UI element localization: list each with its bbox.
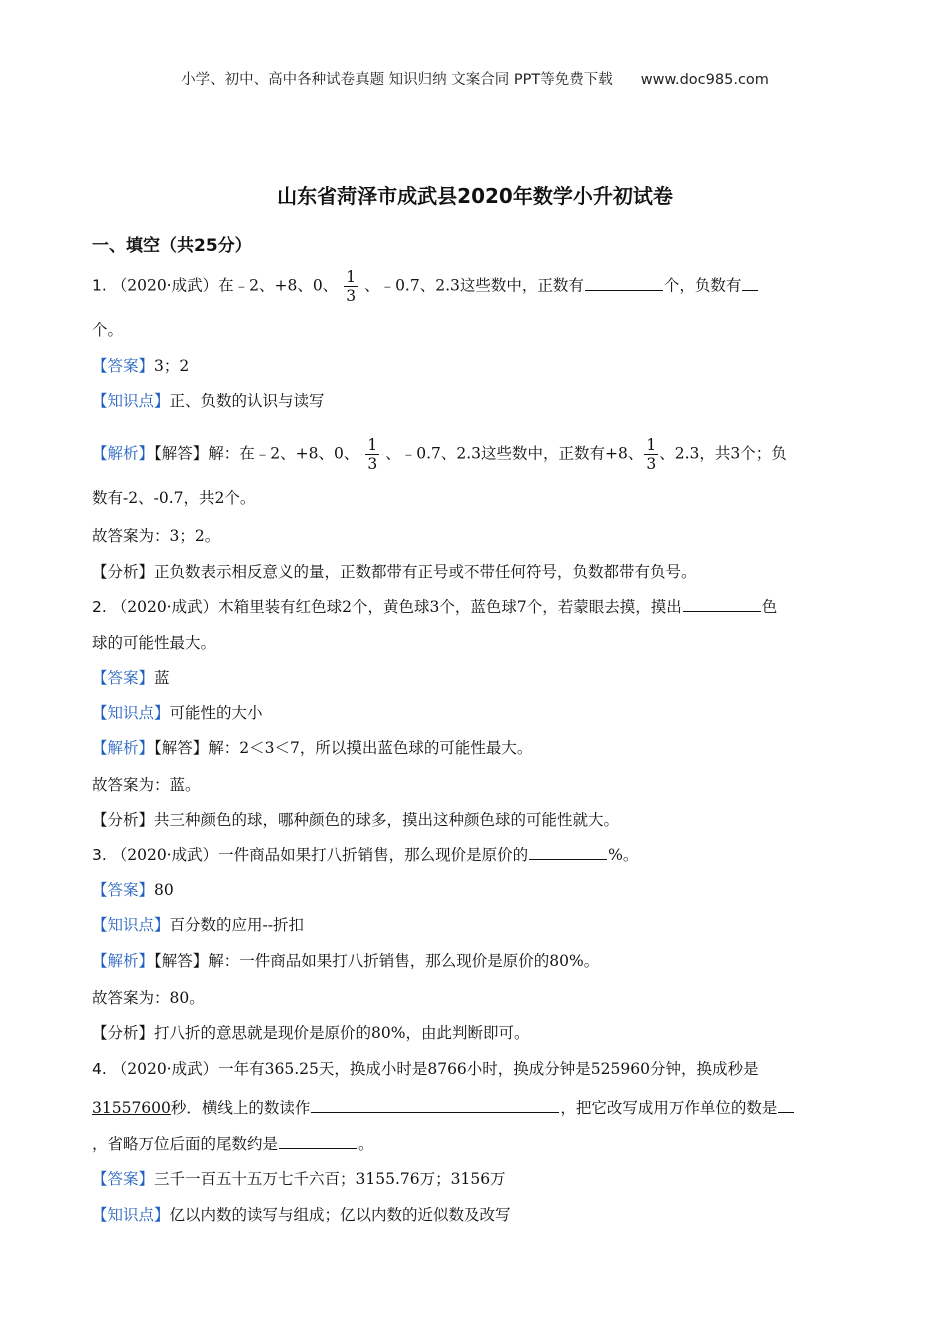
- answer-blank: [585, 274, 663, 291]
- question-source: （2020·成武）: [111, 276, 219, 295]
- solution-text: 解：一件商品如果打八折销售，那么现价是原价的80%。: [208, 952, 600, 970]
- final-answer: 故答案为：蓝。: [92, 776, 201, 794]
- final-answer-row: [92, 986, 858, 1010]
- question-1: [92, 268, 858, 305]
- question-text: ，省略万位后面的尾数约是: [92, 1135, 279, 1153]
- review-text: 打八折的意思就是现价是原价的80%，由此判断即可。: [154, 1024, 530, 1042]
- question-text: 色: [761, 598, 778, 616]
- knowledge-row: [92, 1203, 858, 1227]
- question-text: ，把它改写成用万作单位的数是: [560, 1099, 778, 1117]
- knowledge-row: [92, 701, 858, 725]
- answer-label: 【答案】: [92, 669, 155, 687]
- knowledge-label: 【知识点】: [92, 1206, 170, 1224]
- question-number: 4.: [92, 1060, 107, 1078]
- question-source: （2020·成武）: [111, 1060, 219, 1078]
- solution-text: 、﹣0.7、2.3这些数中，正数有+8、: [385, 444, 644, 463]
- review-label: 【分析】: [92, 811, 155, 829]
- fraction-one-third: [344, 268, 358, 305]
- review-label: 【分析】: [92, 1024, 155, 1042]
- answer-row: [92, 666, 858, 690]
- final-answer: 故答案为：80。: [92, 989, 205, 1007]
- answer-value: 3；2: [154, 357, 190, 375]
- fraction-one-third: [365, 436, 379, 473]
- document-title: 山东省菏泽市成武县2020年数学小升初试卷: [277, 184, 673, 208]
- solution-text: 数有-2、-0.7，共2个。: [92, 489, 256, 507]
- question-text: 个，负数有: [663, 276, 742, 295]
- question-3: [92, 843, 858, 867]
- fraction-denominator: 3: [346, 287, 357, 305]
- question-text: 木箱里装有红色球2个，黄色球3个，蓝色球7个，若蒙眼去摸，摸出: [218, 598, 682, 616]
- question-number: 1.: [92, 276, 107, 295]
- review-row: [92, 808, 858, 832]
- question-4-continued: [92, 1096, 858, 1120]
- answer-blank: [778, 1096, 794, 1113]
- answer-blank: [529, 843, 607, 860]
- underlined-number: 31557600: [92, 1099, 171, 1117]
- analysis-label: 【解析】: [92, 952, 155, 970]
- knowledge-label: 【知识点】: [92, 392, 170, 410]
- fraction-one-third: [644, 436, 658, 473]
- solution-text: 解：2＜3＜7，所以摸出蓝色球的可能性最大。: [208, 739, 533, 757]
- question-text: 球的可能性最大。: [92, 634, 217, 652]
- knowledge-value: 正、负数的认识与读写: [169, 392, 325, 410]
- banner-url[interactable]: www.doc985.com: [640, 72, 769, 88]
- question-1-continued: [92, 318, 858, 342]
- solution-text: 解：在﹣2、+8、0、: [208, 444, 360, 463]
- analysis-label: 【解析】: [92, 739, 155, 757]
- question-text: 。: [358, 1135, 374, 1153]
- knowledge-label: 【知识点】: [92, 704, 170, 722]
- answer-row: [92, 1167, 858, 1191]
- fraction-denominator: 3: [367, 455, 378, 473]
- answer-blank: [311, 1096, 559, 1113]
- answer-label: 【答案】: [92, 881, 155, 899]
- fraction-denominator: 3: [646, 455, 657, 473]
- question-text: 一件商品如果打八折销售，那么现价是原价的: [218, 846, 529, 864]
- knowledge-value: 百分数的应用--折扣: [169, 916, 304, 934]
- question-2-continued: [92, 631, 858, 655]
- answer-value: 三千一百五十五万七千六百；3155.76万；3156万: [154, 1170, 506, 1188]
- page-banner: [0, 68, 950, 89]
- solution-label: 【解答】: [154, 952, 209, 970]
- review-row: [92, 560, 858, 584]
- question-2: [92, 595, 858, 619]
- solution-text: 、2.3，共3个；负: [659, 444, 787, 463]
- answer-label: 【答案】: [92, 357, 155, 375]
- question-text: 秒．横线上的数读作: [170, 1099, 311, 1117]
- question-source: （2020·成武）: [111, 598, 219, 616]
- banner-text: 小学、初中、高中各种试卷真题 知识归纳 文案合同 PPT等免费下载: [181, 72, 613, 88]
- answer-row: [92, 354, 858, 378]
- solution-label: 【解答】: [154, 739, 209, 757]
- question-source: （2020·成武）: [111, 846, 219, 864]
- answer-row: [92, 878, 858, 902]
- final-answer-row: [92, 773, 858, 797]
- final-answer: 故答案为：3；2。: [92, 527, 221, 545]
- final-answer-row: [92, 524, 858, 548]
- analysis-row: [92, 949, 858, 973]
- review-row: [92, 1021, 858, 1045]
- solution-label: 【解答】: [154, 444, 209, 463]
- review-text: 正负数表示相反意义的量，正数都带有正号或不带任何符号，负数都带有负号。: [154, 563, 697, 581]
- fraction-numerator: 1: [346, 268, 357, 286]
- question-number: 2.: [92, 598, 107, 616]
- knowledge-value: 亿以内数的读写与组成；亿以内数的近似数及改写: [169, 1206, 511, 1224]
- question-number: 3.: [92, 846, 107, 864]
- review-text: 共三种颜色的球，哪种颜色的球多，摸出这种颜色球的可能性就大。: [154, 811, 620, 829]
- analysis-row-continued: [92, 486, 858, 510]
- fraction-numerator: 1: [367, 436, 378, 454]
- review-label: 【分析】: [92, 563, 155, 581]
- knowledge-row: [92, 913, 858, 937]
- analysis-row: [92, 736, 858, 760]
- answer-value: 80: [154, 881, 174, 899]
- analysis-row: [92, 436, 858, 473]
- answer-blank: [683, 595, 761, 612]
- question-4-continued: [92, 1132, 858, 1156]
- question-text: %。: [608, 846, 639, 864]
- answer-blank: [279, 1132, 357, 1149]
- answer-blank: [742, 274, 758, 291]
- fraction-numerator: 1: [646, 436, 657, 454]
- knowledge-label: 【知识点】: [92, 916, 170, 934]
- knowledge-value: 可能性的大小: [169, 704, 263, 722]
- analysis-label: 【解析】: [92, 444, 155, 463]
- answer-value: 蓝: [154, 669, 170, 687]
- answer-label: 【答案】: [92, 1170, 155, 1188]
- question-text: 在﹣2、+8、0、: [218, 276, 339, 295]
- question-text: 个。: [92, 321, 124, 339]
- knowledge-row: [92, 389, 858, 413]
- question-text: 、﹣0.7、2.3这些数中，正数有: [364, 276, 584, 295]
- question-text: 一年有365.25天，换成小时是8766小时，换成分钟是525960分钟，换成秒是: [218, 1060, 759, 1078]
- section-title: 一、填空（共25分）: [92, 236, 252, 256]
- question-4: [92, 1057, 858, 1081]
